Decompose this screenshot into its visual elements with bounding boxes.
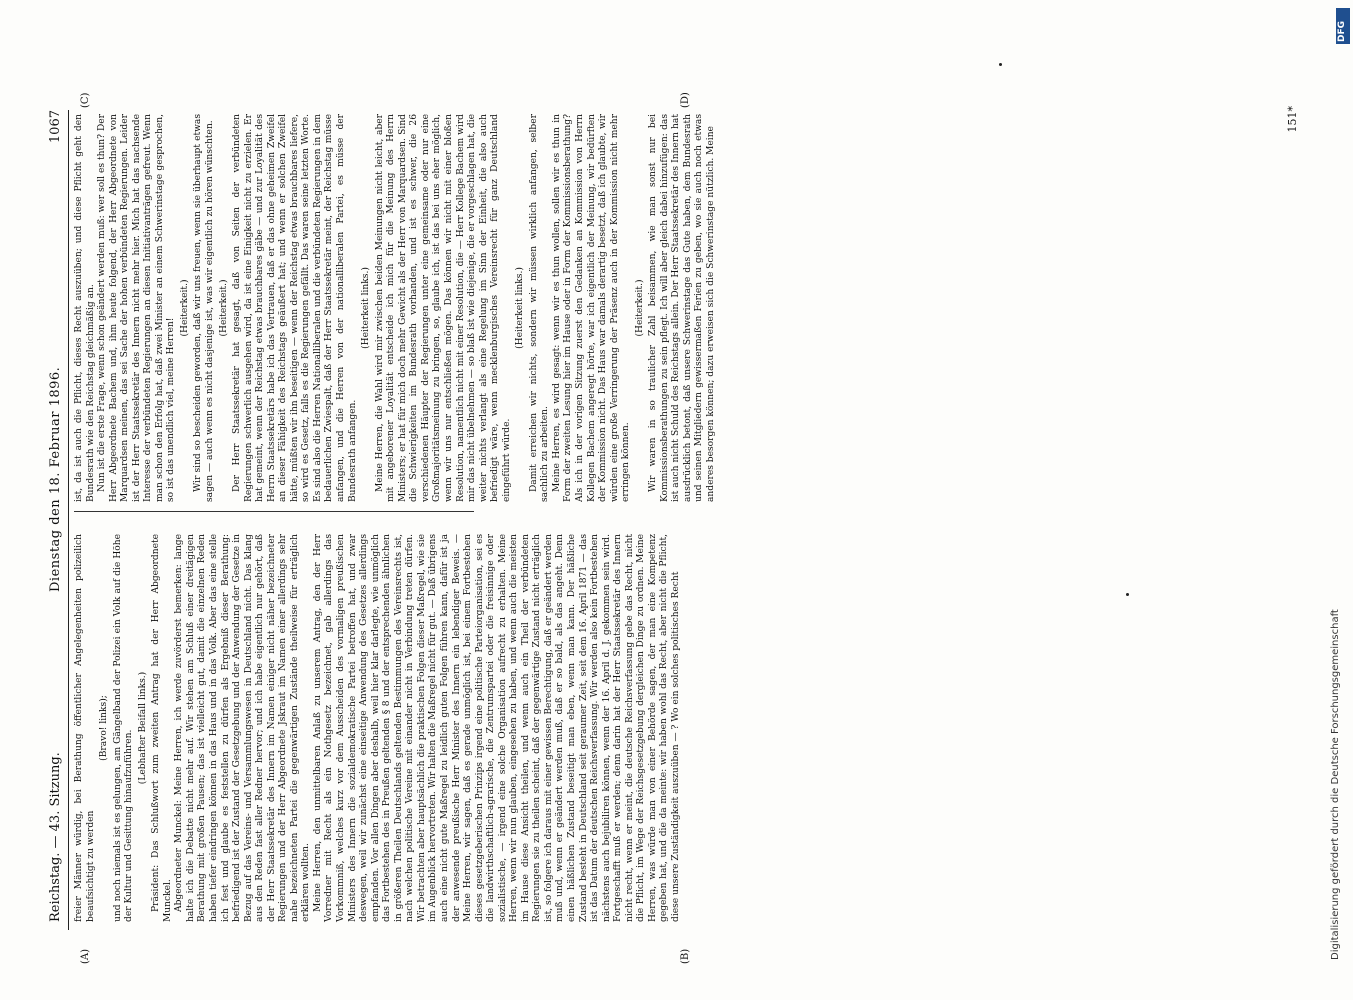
paragraph: Abgeordneter Munckel: Meine Herren, ich werde zuvörderst bemerken: lange halte ich die Debatte nicht mehr auf. Wir stehen am Schluß einer dreitägigen Berathung mit großen Pausen; das ist vielleicht gut, damit die einzelnen Reden haben tiefer eindringen können in das Haus und in das Volk. Aber das eine stelle ich fest und glaube es feststellen zu dürfen als Ergebniß dieser Berathung: befriedigend ist der Zustand der Gesetzgebung und der Anwendung der Gesetze in Bezug auf das Vereins- und Versammlungswesen in Deutschland nicht. Das klang aus den Reden fast aller Redner hervor; und ich habe eigentlich nur gehört, daß der Herr Staatssekretär des Innern im Namen einiger nicht näher bezeichneter Regierungen und der Herr Abgeordnete Jskraut im Namen einer allerdings sehr nahe bezeichneten Partei die gegenwärtigen Zustände theilweise für erträglich erklären wollten. <box>174 534 312 922</box>
text-column-right <box>74 114 718 502</box>
scan-speck <box>999 63 1002 66</box>
scan-speck <box>1126 593 1129 596</box>
stage-direction: (Heiterkeit links.) <box>361 267 372 349</box>
header-date: Dienstag den 18. Februar 1896. <box>48 366 63 592</box>
paragraph: und noch niemals ist es gelungen, am Gängelband der Polizei ein Volk auf die Höhe der Kultur und Gesittung hinaufzuführen. <box>112 534 135 922</box>
paragraph: freier Männer würdig, bei Berathung öffentlicher Angelegenheiten polizeilich beaufsichtigt zu werden <box>74 534 96 922</box>
margin-letter-b: (B) <box>680 948 691 964</box>
stage-direction: (Bravo! links); <box>99 695 110 761</box>
paragraph: Wir sind so bescheiden geworden, daß wir uns freuen, wenn sie überhaupt etwas sagen — auch wenn es nicht dasjenige ist, was wir eigentlich zu hören wünschten. <box>193 114 216 502</box>
margin-letter-d: (D) <box>680 92 691 108</box>
paragraph: Damit erreichen wir nichts, sondern wir müssen wirklich anfangen, selber sachlich zu arbeiten. <box>528 114 551 502</box>
stage-direction: (Lebhafter Beifall links.) <box>137 671 148 785</box>
stage-direction: (Heiterkeit.) <box>634 279 645 337</box>
page-header <box>44 110 70 922</box>
paragraph: Meine Herren, die Wahl wird mir zwischen beiden Meinungen nicht leicht, aber mit angeborener Loyalität entscheide ich mich für die Meinung des Herrn Ministers; er hat für mich doch mehr Gewicht als der Herr von Marquardsen. Sind die Schwierigkeiten im Bundesrath vorhanden, und ist es schwer, die 26 verschiedenen Häupter der Regierungen unter eine gemeinsame oder nur eine Großmajoritätsmeinung zu bringen, so, glaube ich, ist das bei uns eher möglich, wenn wir uns nur entschließen mögen. Das können wir nicht mit einer bloßen Resolution, namentlich nicht mit einer Resolution, die — Herr Kollege Bachem wird mir das nicht übelnehmen — so blaß ist wie diejenige, die er vorgeschlagen hat, die weiter nichts verlangt als eine Regelung im Sinn der Einheit, die also auch befriedigt wäre, wenn mecklenburgisches Vereinsrecht für ganz Deutschland eingeführt würde. <box>374 114 512 502</box>
header-left: Reichstag. — 43. Sitzung. <box>48 752 63 922</box>
paragraph: ist, da ist auch die Pflicht, dieses Recht auszuüben; und diese Pflicht geht den Bundesrath wie den Reichstag gleichmäßig an. <box>74 114 96 502</box>
stage-direction: (Heiterkeit.) <box>179 279 190 337</box>
paragraph: Meine Herren, den unmittelbaren Anlaß zu unserem Antrag, den der Herr Vorredner mit Recht als ein Nothgesetz bezeichnet, gab allerdings das Vorkommniß, welches kurz vor dem Ausscheiden des vormaligen preußischen Ministers des Innern die sozialdemokratische Partei betroffen hat, und zwar deswegen, weil wir zunächst eine einseitige Anwendung des Gesetzes allerdings empfanden. Vor allen Dingen aber deshalb, weil hier klar darlegte, wie unmöglich das Fortbestehen des in Preußen geltenden § 8 und der entsprechenden ähnlichen in größeren Theilen Deutschlands geltenden Bestimmungen des Vereinsrechts ist, nach welchen politische Vereine mit einander nicht in Verbindung treten dürfen. Wir betrachten aber hauptsächlich die praktischen Folgen dieser Maßregel, wie sie im Augenblick hervortreten. Wir halten die Maßregel nicht für gut. — Daß übrigens auch eine nicht gute Maßregel zu leidlich guten Folgen führen kann, dafür ist ja der anwesende preußische Herr Minister des Innern ein lebendiger Beweis. — Meine Herren, wir sagen, daß es gerade unmöglich ist, bei einem Fortbestehen dieses gesetzgeberischen Prinzips irgend eine politische Parteiorganisation, sei es die landwirthschaftlich-agrarische, die Zentrumspartei oder die freisinnige oder sozialistische, — irgend eine solche Organisation aufrecht zu erhalten. Meine Herren, wenn wir nun glauben, eingesehen zu haben, und wenn auch die meisten im Hause diese Ansicht theilen, und wenn auch ein Theil der verbündeten Regierungen sie zu theilen scheint, daß der gegenwärtige Zustand nicht erträglich ist, so folgere ich daraus mit einer gewissen Berechtigung, daß er geändert werden muß und, wenn er geändert werden muß, daß er so bald, als das angeht. Denn einen häßlichen Zustand beseitigt man eben, wenn man kann. Der häßliche Zustand besteht in Deutschland seit geraumer Zeit, seit dem 16. April 1871 — das ist das Datum der deutschen Reichsverfassung. Wir werden also kein Fortbestehen nächstens auch bejubiliren können, wenn der 16. April d. J. gekommen sein wird. Fortgeschafft muß er werden; denn darin hat der Herr Staatssekretär des Innern nicht recht, wenn er meint, die deutsche Reichsverfassung gebe das Recht, nicht die Pflicht, im Wege der Reichsgesetzgebung dergleichen Dinge zu ordnen. Meine Herren, was würde man von einer Behörde sagen, der man eine Kompetenz gegeben hat, und die da meinte: wir haben wohl das Recht, aber nicht die Pflicht, diese unsere Zuständigkeit auszuüben — ? Wo ein solches politisches Recht <box>312 534 681 922</box>
footer-signature: 151* <box>1286 106 1299 133</box>
digitization-note: Digitalisierung gefördert durch die Deutsche Forschungsgemeinschaft <box>1330 609 1341 960</box>
paragraph: Nun ist die erste Frage, wenn schon geändert werden muß: wer soll es thun? Der Herr Abgeordnete Bachem und, ihm heute folgend, der Herr Abgeordnete von Marquardsen meinen, das sei Sache der hohen verbündeten Regierungen. Leider ist der Herr Staatssekretär des Innern nicht mehr hier. Mich hat das nachsende Interesse der verbündeten Regierungen an diesen Initiativanträgen gefreut. Wenn man schon den Erfolg hat, daß zwei Minister an einem Schwerinstage gesprochen, so ist das unendlich viel, meine Herren! <box>97 114 177 502</box>
paragraph: Präsident: Das Schlußwort zum zweiten Antrag hat der Herr Abgeordnete Munckel. <box>151 534 173 922</box>
text-column-left <box>74 534 682 922</box>
stage-direction: (Heiterkeit.) <box>218 279 229 337</box>
dfg-logo: DFG <box>1336 8 1350 44</box>
stage-direction: (Heiterkeit links.) <box>515 267 526 349</box>
paragraph: Meine Herren, es wird gesagt: wenn wir es thun wollen, sollen wir es thun in Form der zweiten Lesung hier im Hause oder in Form der Kommissionsberathung? Als ich in der vorigen Sitzung zuerst den Gedanken an Kommission von Herrn Kollegen Bachem angeregt hörte, war ich eigentlich der Meinung, wir bedürften der Kommission nicht. Das Haus war damals derartig besetzt, daß ich glaubte, wir würden eine große Verringerung der Präsenz auch in der Kommission nicht mehr erringen können. <box>551 114 632 502</box>
header-page-number: 1067 <box>48 110 63 144</box>
paragraph: Wir waren in so traulicher Zahl beisammen, wie man sonst nur bei Kommissionsberathungen zu sein pflegt. Ich will aber gleich dabei hinzufügen: das ist auch nicht Schuld des Reichstags allein. Der Herr Staatssekretär des Innern hat ausdrücklich betont, daß unsere Schwerinstage das Gute haben, dem Bundesrath und seinen Mitgliedern gewissermaßen Ferien zu geben, wo sie auch noch etwas anderes besorgen können; dazu erweisen sich die Schwerinstage nützlich. Meine <box>648 114 716 502</box>
header-rule <box>68 110 69 930</box>
paragraph: Der Herr Staatssekretär hat gesagt, daß von Seiten der verbündeten Regierungen schwerlich ausgehen wird, da ist eine Einigkeit nicht zu erzielen. Er hat gemeint, wenn der Reichstag etwas brauchbares gäbe — und zur Loyalität des Herrn Staatssekretärs habe ich das Vertrauen, daß er das ohne geheimen Zweifel an dieser Fähigkeit des Reichstags geäußert hat; und wenn er solchen Zweifel hätte, müßten wir ihn beseitigen — wenn der Reichstag etwas brauchbares liefere, so wird es Gesetz, falls es die Regierungen gefällt. Das waren seine letzten Worte. Es sind also die Herren Nationalliberalen und die verbündeten Regierungen in dem bedauerlichen Zwiespalt, daß der Herr Staatssekretär meint, der Reichstag müsse anfangen, und die Herren von der nationalliberalen Partei, es müsse der Bundesrath anfangen. <box>232 114 358 502</box>
margin-letter-c: (C) <box>80 92 91 108</box>
margin-letter-a: (A) <box>80 948 91 964</box>
rotated-newspaper-page <box>40 92 1300 964</box>
column-divider <box>74 511 474 512</box>
